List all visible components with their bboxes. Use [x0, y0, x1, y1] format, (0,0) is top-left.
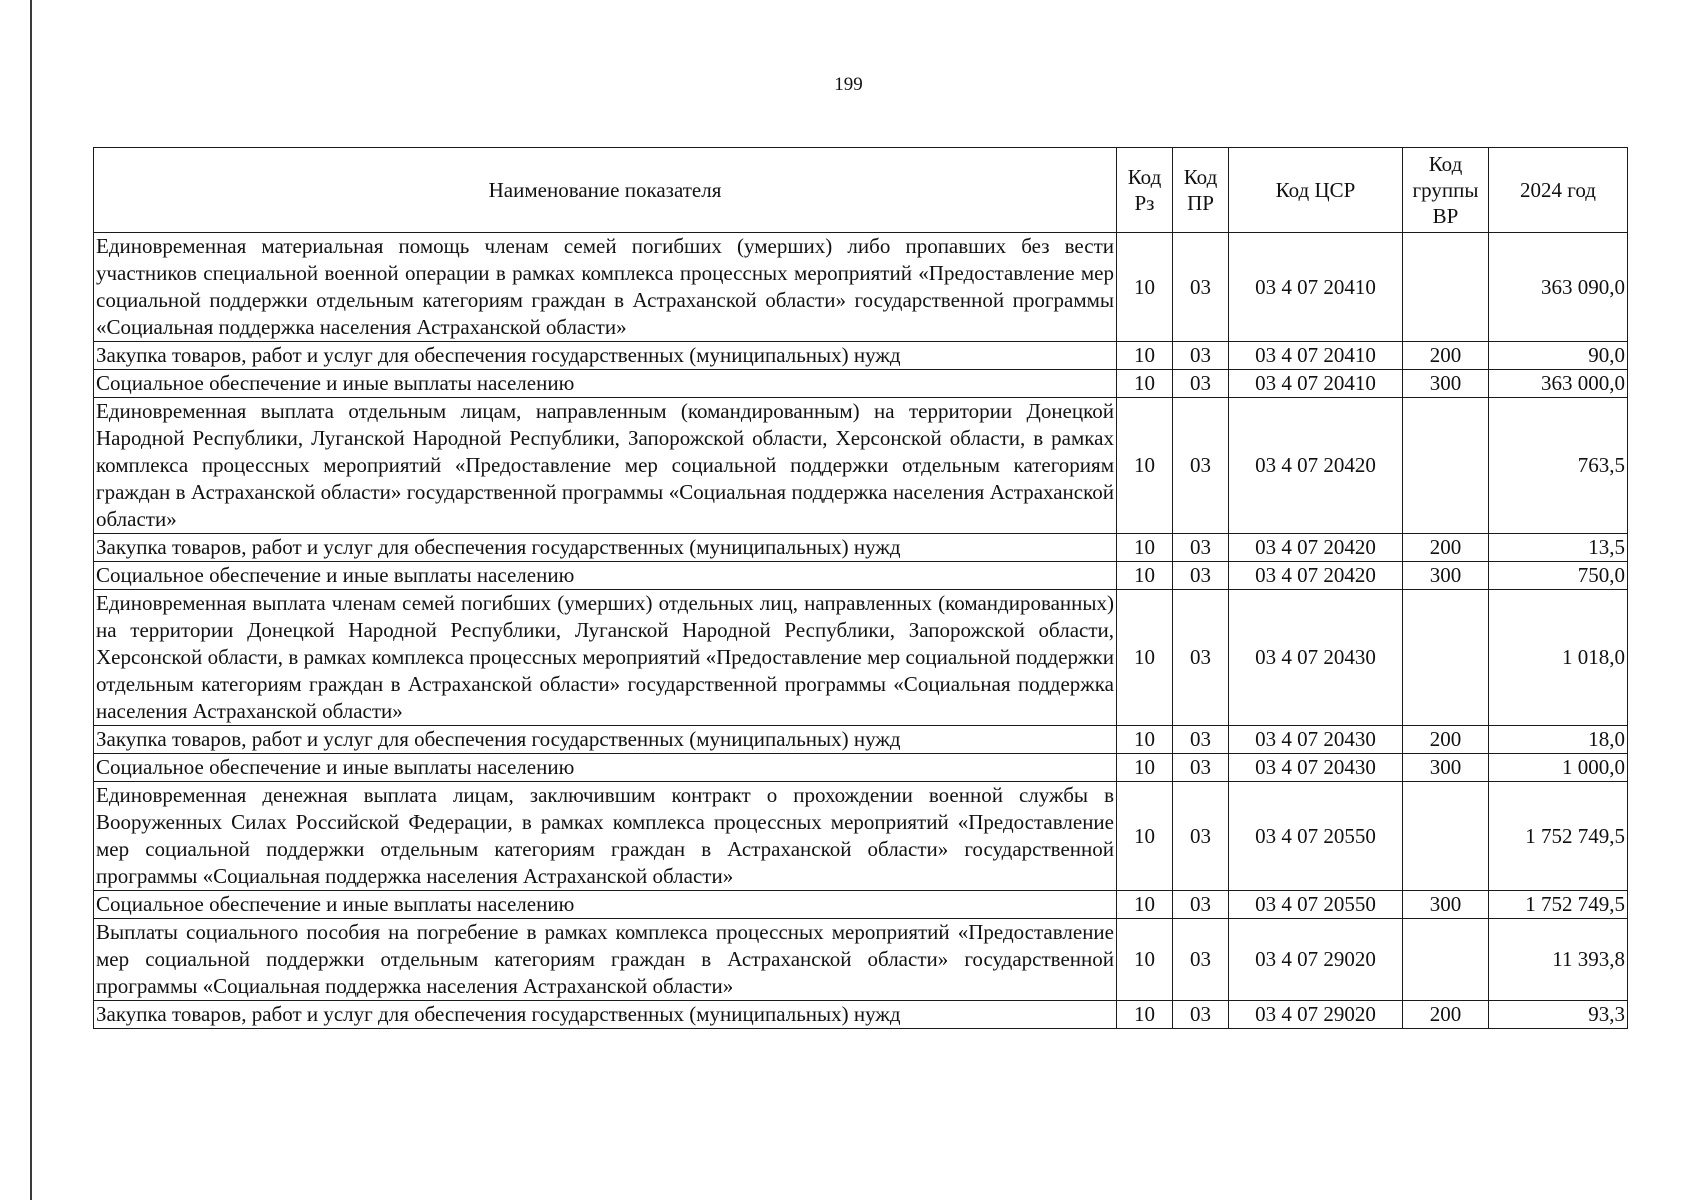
- row-csr: 03 4 07 20410: [1229, 370, 1403, 398]
- row-csr: 03 4 07 20410: [1229, 233, 1403, 342]
- row-vr: 200: [1403, 342, 1489, 370]
- row-name: Социальное обеспечение и иные выплаты населению: [94, 754, 1117, 782]
- row-pr: 03: [1173, 754, 1229, 782]
- row-rz: 10: [1117, 919, 1173, 1001]
- row-csr: 03 4 07 20410: [1229, 342, 1403, 370]
- row-amount: 363 000,0: [1489, 370, 1628, 398]
- row-csr: 03 4 07 20420: [1229, 534, 1403, 562]
- row-csr: 03 4 07 20420: [1229, 562, 1403, 590]
- row-vr: 300: [1403, 754, 1489, 782]
- row-rz: 10: [1117, 590, 1173, 726]
- row-pr: 03: [1173, 342, 1229, 370]
- row-csr: 03 4 07 20430: [1229, 754, 1403, 782]
- row-amount: 1 752 749,5: [1489, 782, 1628, 891]
- row-name: Социальное обеспечение и иные выплаты населению: [94, 370, 1117, 398]
- row-amount: 763,5: [1489, 398, 1628, 534]
- header-year: 2024 год: [1489, 148, 1628, 233]
- row-csr: 03 4 07 20550: [1229, 891, 1403, 919]
- row-amount: 13,5: [1489, 534, 1628, 562]
- row-csr: 03 4 07 29020: [1229, 1001, 1403, 1029]
- row-name: Выплаты социального пособия на погребение в рамках комплекса процессных мероприятий «Предоставление мер социальной поддержки отдельным категориям граждан в Астраханской области» государственной программы «Социальная поддержка населения Астраханской области»: [94, 919, 1117, 1001]
- row-vr: 300: [1403, 891, 1489, 919]
- row-name: Социальное обеспечение и иные выплаты населению: [94, 562, 1117, 590]
- row-amount: 750,0: [1489, 562, 1628, 590]
- row-name: Закупка товаров, работ и услуг для обеспечения государственных (муниципальных) нужд: [94, 534, 1117, 562]
- row-name: Единовременная выплата членам семей погибших (умерших) отдельных лиц, направленных (командированных) на территории Донецкой Народной Республики, Луганской Народной Республики, Запорожской области, Херсонской области, в рамках комплекса процессных мероприятий «Предоставление мер социальной поддержки отдельным категориям граждан в Астраханской области» государственной программы «Социальная поддержка населения Астраханской области»: [94, 590, 1117, 726]
- table-row: [94, 590, 1628, 726]
- row-amount: 363 090,0: [1489, 233, 1628, 342]
- table-row: [94, 919, 1628, 1001]
- table-header-row: [94, 148, 1628, 233]
- row-csr: 03 4 07 20420: [1229, 398, 1403, 534]
- row-rz: 10: [1117, 370, 1173, 398]
- table-row: [94, 233, 1628, 342]
- row-name: Закупка товаров, работ и услуг для обеспечения государственных (муниципальных) нужд: [94, 342, 1117, 370]
- table-row: [94, 891, 1628, 919]
- header-rz: Код Рз: [1117, 148, 1173, 233]
- row-rz: 10: [1117, 754, 1173, 782]
- row-name: Единовременная материальная помощь членам семей погибших (умерших) либо пропавших без вести участников специальной военной операции в рамках комплекса процессных мероприятий «Предоставление мер социальной поддержки отдельным категориям граждан в Астраханской области» государственной программы «Социальная поддержка населения Астраханской области»: [94, 233, 1117, 342]
- row-rz: 10: [1117, 233, 1173, 342]
- row-vr: 300: [1403, 370, 1489, 398]
- row-pr: 03: [1173, 919, 1229, 1001]
- table-row: [94, 562, 1628, 590]
- row-rz: 10: [1117, 1001, 1173, 1029]
- row-rz: 10: [1117, 562, 1173, 590]
- row-name: Закупка товаров, работ и услуг для обеспечения государственных (муниципальных) нужд: [94, 1001, 1117, 1029]
- row-pr: 03: [1173, 370, 1229, 398]
- row-pr: 03: [1173, 534, 1229, 562]
- row-pr: 03: [1173, 1001, 1229, 1029]
- table-row: [94, 1001, 1628, 1029]
- page-number: 199: [834, 74, 863, 95]
- row-csr: 03 4 07 20430: [1229, 590, 1403, 726]
- row-amount: 1 752 749,5: [1489, 891, 1628, 919]
- row-name: Единовременная денежная выплата лицам, заключившим контракт о прохождении военной службы в Вооруженных Силах Российской Федерации, в рамках комплекса процессных мероприятий «Предоставление мер социальной поддержки отдельным категориям граждан в Астраханской области» государственной программы «Социальная поддержка населения Астраханской области»: [94, 782, 1117, 891]
- row-vr: [1403, 233, 1489, 342]
- row-vr: 300: [1403, 562, 1489, 590]
- row-pr: 03: [1173, 726, 1229, 754]
- row-rz: 10: [1117, 534, 1173, 562]
- row-rz: 10: [1117, 782, 1173, 891]
- row-name: Единовременная выплата отдельным лицам, направленным (командированным) на территории Донецкой Народной Республики, Луганской Народной Республики, Запорожской области, Херсонской области, в рамках комплекса процессных мероприятий «Предоставление мер социальной поддержки отдельным категориям граждан в Астраханской области» государственной программы «Социальная поддержка населения Астраханской области»: [94, 398, 1117, 534]
- row-csr: 03 4 07 29020: [1229, 919, 1403, 1001]
- row-vr: [1403, 590, 1489, 726]
- row-amount: 90,0: [1489, 342, 1628, 370]
- header-csr: Код ЦСР: [1229, 148, 1403, 233]
- row-pr: 03: [1173, 891, 1229, 919]
- table-row: [94, 398, 1628, 534]
- row-rz: 10: [1117, 398, 1173, 534]
- table-row: [94, 534, 1628, 562]
- row-vr: [1403, 919, 1489, 1001]
- table-row: [94, 342, 1628, 370]
- budget-table: [93, 147, 1628, 1029]
- table-row: [94, 726, 1628, 754]
- row-pr: 03: [1173, 782, 1229, 891]
- row-amount: 1 000,0: [1489, 754, 1628, 782]
- header-name: Наименование показателя: [94, 148, 1117, 233]
- row-amount: 18,0: [1489, 726, 1628, 754]
- row-rz: 10: [1117, 342, 1173, 370]
- row-vr: 200: [1403, 534, 1489, 562]
- row-amount: 11 393,8: [1489, 919, 1628, 1001]
- row-csr: 03 4 07 20550: [1229, 782, 1403, 891]
- row-pr: 03: [1173, 398, 1229, 534]
- table-row: [94, 782, 1628, 891]
- row-name: Социальное обеспечение и иные выплаты населению: [94, 891, 1117, 919]
- row-vr: 200: [1403, 1001, 1489, 1029]
- row-vr: [1403, 398, 1489, 534]
- row-pr: 03: [1173, 562, 1229, 590]
- row-name: Закупка товаров, работ и услуг для обеспечения государственных (муниципальных) нужд: [94, 726, 1117, 754]
- binding-edge-line: [30, 0, 32, 1200]
- table-row: [94, 370, 1628, 398]
- row-vr: [1403, 782, 1489, 891]
- row-rz: 10: [1117, 891, 1173, 919]
- row-rz: 10: [1117, 726, 1173, 754]
- row-vr: 200: [1403, 726, 1489, 754]
- row-pr: 03: [1173, 233, 1229, 342]
- header-vr: Код группы ВР: [1403, 148, 1489, 233]
- header-pr: Код ПР: [1173, 148, 1229, 233]
- row-amount: 1 018,0: [1489, 590, 1628, 726]
- row-pr: 03: [1173, 590, 1229, 726]
- table-row: [94, 754, 1628, 782]
- row-amount: 93,3: [1489, 1001, 1628, 1029]
- row-csr: 03 4 07 20430: [1229, 726, 1403, 754]
